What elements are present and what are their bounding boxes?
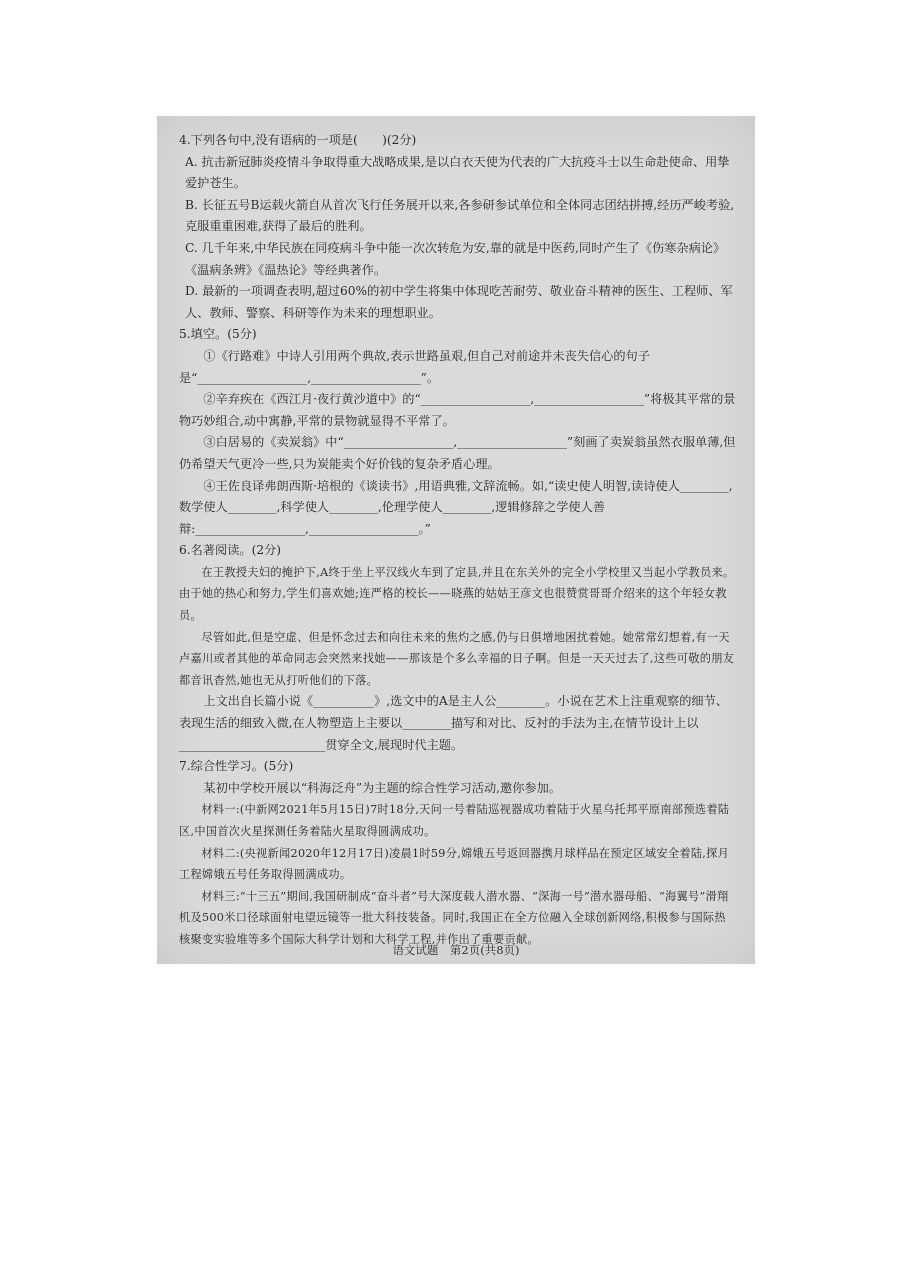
question-6-passage-2: 尽管如此,但是空虚、但是怀念过去和向往未来的焦灼之感,仍与日俱增地困扰着她。她常常幻想着,有一天卢嘉川或者其他的革命同志会突然来找她——那该是个多么幸福的日子啊。但是一天天过去了,这些可敬的朋友都音讯杳然,她也无从打听他们的下落。 xyxy=(179,630,735,687)
question-4-option-b: B. 长征五号B运载火箭自从首次飞行任务展开以来,各参研参试单位和全体同志团结拼搏,经历严峻考验,克服重重困难,获得了最后的胜利。 xyxy=(185,197,735,234)
question-7-material-2: 材料二:(央视新闻2020年12月17日)凌晨1时59分,嫦娥五号返回器携月球样品在预定区域安全着陆,探月工程嫦娥五号任务取得圆满成功。 xyxy=(179,846,730,882)
exam-page-photo xyxy=(157,116,755,964)
page-footer: 语文试题 第2页(共8页) xyxy=(392,943,520,958)
question-7-material-1: 材料一:(中新网2021年5月15日)7时18分,天问一号着陆巡视器成功着陆于火星乌托邦平原南部预选着陆区,中国首次火星探测任务着陆火星取得圆满成功。 xyxy=(179,803,730,838)
question-5-item-2: ②辛弃疾在《西江月·夜行黄沙道中》的“__________________,__________________”将极其平常的景物巧妙组合,动中寓静,平常的景物就显得不平常了。 xyxy=(179,392,736,428)
question-4-option-c: C. 几千年来,中华民族在同疫病斗争中能一次次转危为安,靠的就是中医药,同时产生了《伤寒杂病论》《温病条辨》《温热论》等经典著作。 xyxy=(185,240,726,277)
question-4-option-d: D. 最新的一项调查表明,超过60%的初中学生将集中体现吃苦耐劳、敬业奋斗精神的医生、工程师、军人、教师、警察、科研等作为未来的理想职业。 xyxy=(185,284,733,320)
question-4-stem: 4.下列各句中,没有语病的一项是( )(2分) xyxy=(179,133,417,147)
question-6-question: 上文出自长篇小说《__________》,选文中的A是主人公________。小说在艺术上注重观察的细节、表现生活的细致入微,在人物塑造上主要以________描写和对比、反衬的手法为主,在情节设计上以________________________贯穿全文,展现时代主题。 xyxy=(179,694,728,752)
question-5-item-1: ①《行路难》中诗人引用两个典故,表示世路虽艰,但自己对前途并未丧失信心的句子是“__________________,__________________”。 xyxy=(179,348,650,385)
question-7-stem: 7.综合性学习。(5分) xyxy=(179,759,294,774)
question-7-material-3: 材料三:“十三五”期间,我国研制成“奋斗者”号大深度载人潜水器、“深海一号”潜水器母船、“海翼号”滑翔机及500米口径球面射电望远镜等一批大科技装备。同时,我国正在全方位融入全球创新网络,积极参与国际热核聚变实验堆等多个国际大科学计划和大科学工程,并作出了重要贡献。 xyxy=(179,889,729,946)
question-6-stem: 6.名著阅读。(2分) xyxy=(179,543,282,558)
question-5-stem: 5.填空。(5分) xyxy=(179,327,257,342)
question-4-option-a: A. 抗击新冠肺炎疫情斗争取得重大战略成果,是以白衣天使为代表的广大抗疫斗士以生命赴使命、用挚爱护苍生。 xyxy=(185,154,730,191)
question-7-intro: 某初中学校开展以“科海泛舟”为主题的综合性学习活动,邀你参加。 xyxy=(203,780,561,795)
question-5-item-3: ③白居易的《卖炭翁》中“__________________,__________________”刻画了卖炭翁虽然衣服单薄,但仍希望天气更冷一些,只为炭能卖个好价钱的复杂矛盾心理。 xyxy=(179,435,736,471)
question-6-passage-1: 在王教授夫妇的掩护下,A终于坐上平汉线火车到了定县,并且在东关外的完全小学校里又当起小学教员来。由于她的热心和努力,学生们喜欢她;连严格的校长——晓燕的姑姑王彦文也很赞赏哥哥介绍来的这个年轻女教员。 xyxy=(179,565,735,623)
question-5-item-4: ④王佐良译弗朗西斯·培根的《谈读书》,用语典雅,文辞流畅。如,“读史使人明智,读诗使人________,数学使人________,科学使人________,伦理学使人________,逻辑修辞之学使人善辩:__________________,__________________。” xyxy=(179,478,733,536)
